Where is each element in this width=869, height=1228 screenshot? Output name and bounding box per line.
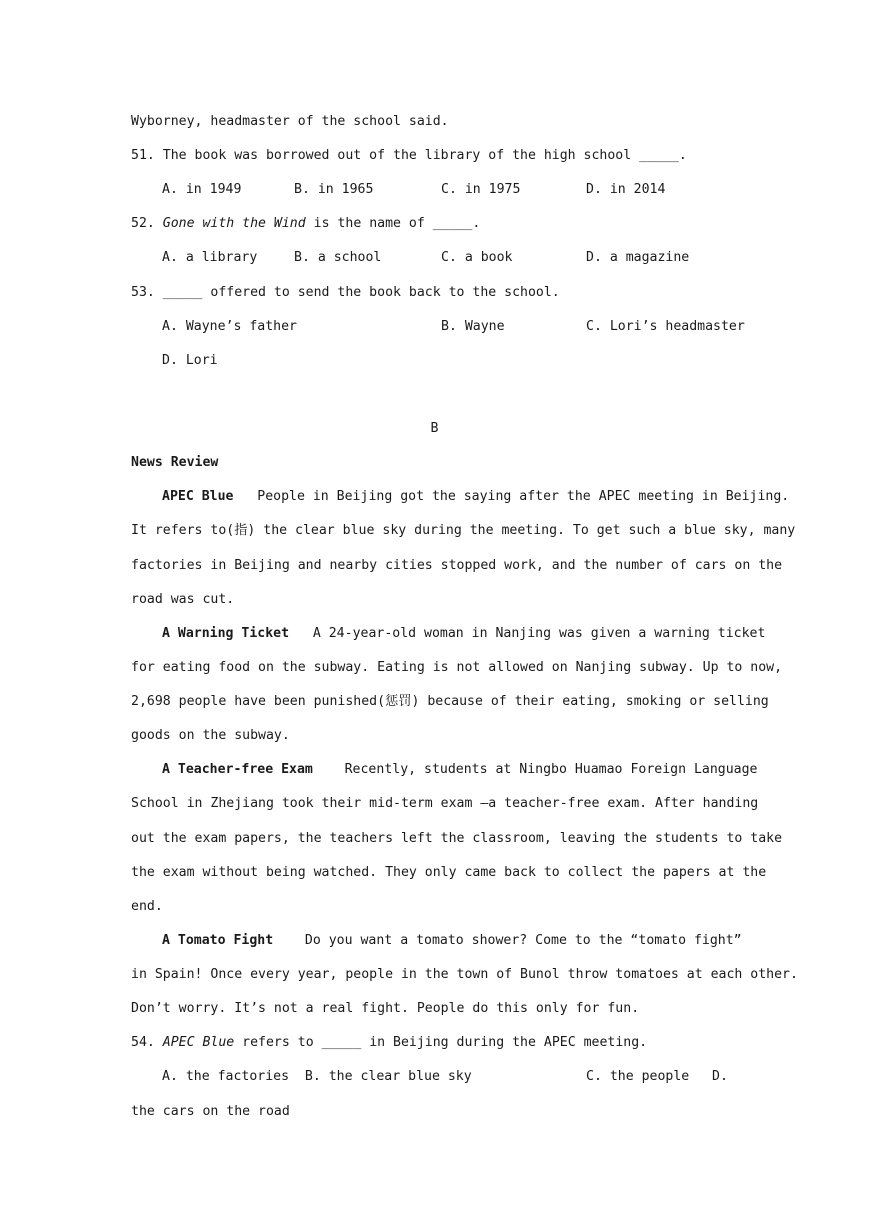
question-term: APEC Blue	[162, 1035, 235, 1050]
passage-line: Wyborney, headmaster of the school said.	[131, 114, 449, 129]
news-item-text: Recently, students at Ningbo Huamao Foreign Language	[312, 762, 758, 777]
passage-line: factories in Beijing and nearby cities stopped work, and the number of cars on the	[131, 558, 783, 573]
option-53-b: B. Wayne	[441, 319, 505, 334]
news-item-apec	[162, 488, 789, 506]
option-54-d: D.	[712, 1069, 728, 1084]
option-52-c: C. a book	[441, 250, 513, 265]
option-51-a: A. in 1949	[162, 182, 242, 197]
news-item-text: Do you want a tomato shower? Come to the “tomato fight”	[273, 933, 742, 948]
option-54-d-continued: the cars on the road	[131, 1104, 290, 1119]
news-item-warning-ticket	[162, 625, 765, 643]
book-title: Gone with the Wind	[162, 216, 306, 231]
news-item-text: A 24-year-old woman in Nanjing was given a warning ticket	[289, 626, 766, 641]
question-text: is the name of _____.	[305, 216, 481, 231]
question-54	[131, 1034, 647, 1052]
passage-line: for eating food on the subway. Eating is not allowed on Nanjing subway. Up to now,	[131, 660, 783, 675]
question-51: 51. The book was borrowed out of the library of the high school _____.	[131, 148, 687, 163]
news-item-teacher-free-exam	[162, 761, 757, 779]
passage-line: road was cut.	[131, 592, 235, 607]
news-item-text: People in Beijing got the saying after the APEC meeting in Beijing.	[233, 489, 790, 504]
option-54-a-b: A. the factories B. the clear blue sky	[162, 1069, 472, 1084]
option-51-d: D. in 2014	[586, 182, 666, 197]
passage-line: School in Zhejiang took their mid-term exam –a teacher-free exam. After handing	[131, 796, 759, 811]
passage-line: in Spain! Once every year, people in the town of Bunol throw tomatoes at each other.	[131, 967, 798, 982]
option-51-b: B. in 1965	[294, 182, 374, 197]
passage-line: It refers to(指) the clear blue sky during the meeting. To get such a blue sky, many	[131, 523, 796, 538]
news-item-title: A Warning Ticket	[162, 626, 290, 641]
passage-line: goods on the subway.	[131, 728, 290, 743]
option-53-d: D. Lori	[162, 353, 218, 368]
question-number: 54.	[131, 1035, 163, 1050]
section-label: B	[430, 421, 439, 436]
option-54-c: C. the people	[586, 1069, 690, 1084]
news-item-title: A Tomato Fight	[162, 933, 274, 948]
option-52-d: D. a magazine	[586, 250, 690, 265]
passage-line: out the exam papers, the teachers left the classroom, leaving the students to take	[131, 831, 783, 846]
option-51-c: C. in 1975	[441, 182, 521, 197]
news-item-title: A Teacher-free Exam	[162, 762, 313, 777]
news-item-tomato-fight	[162, 932, 742, 950]
question-number: 52.	[131, 216, 163, 231]
option-53-a: A. Wayne’s father	[162, 319, 297, 334]
passage-line: the exam without being watched. They only came back to collect the papers at the	[131, 865, 767, 880]
passage-line: Don’t worry. It’s not a real fight. People do this only for fun.	[131, 1001, 640, 1016]
option-52-a: A. a library	[162, 250, 258, 265]
option-52-b: B. a school	[294, 250, 382, 265]
question-text: refers to _____ in Beijing during the APEC meeting.	[234, 1035, 648, 1050]
question-53: 53. _____ offered to send the book back to the school.	[131, 285, 560, 300]
option-53-c: C. Lori’s headmaster	[586, 319, 745, 334]
passage-line: 2,698 people have been punished(惩罚) because of their eating, smoking or selling	[131, 694, 769, 709]
news-item-title: APEC Blue	[162, 489, 234, 504]
question-52	[131, 215, 480, 233]
section-heading: News Review	[131, 455, 219, 470]
passage-line: end.	[131, 899, 163, 914]
